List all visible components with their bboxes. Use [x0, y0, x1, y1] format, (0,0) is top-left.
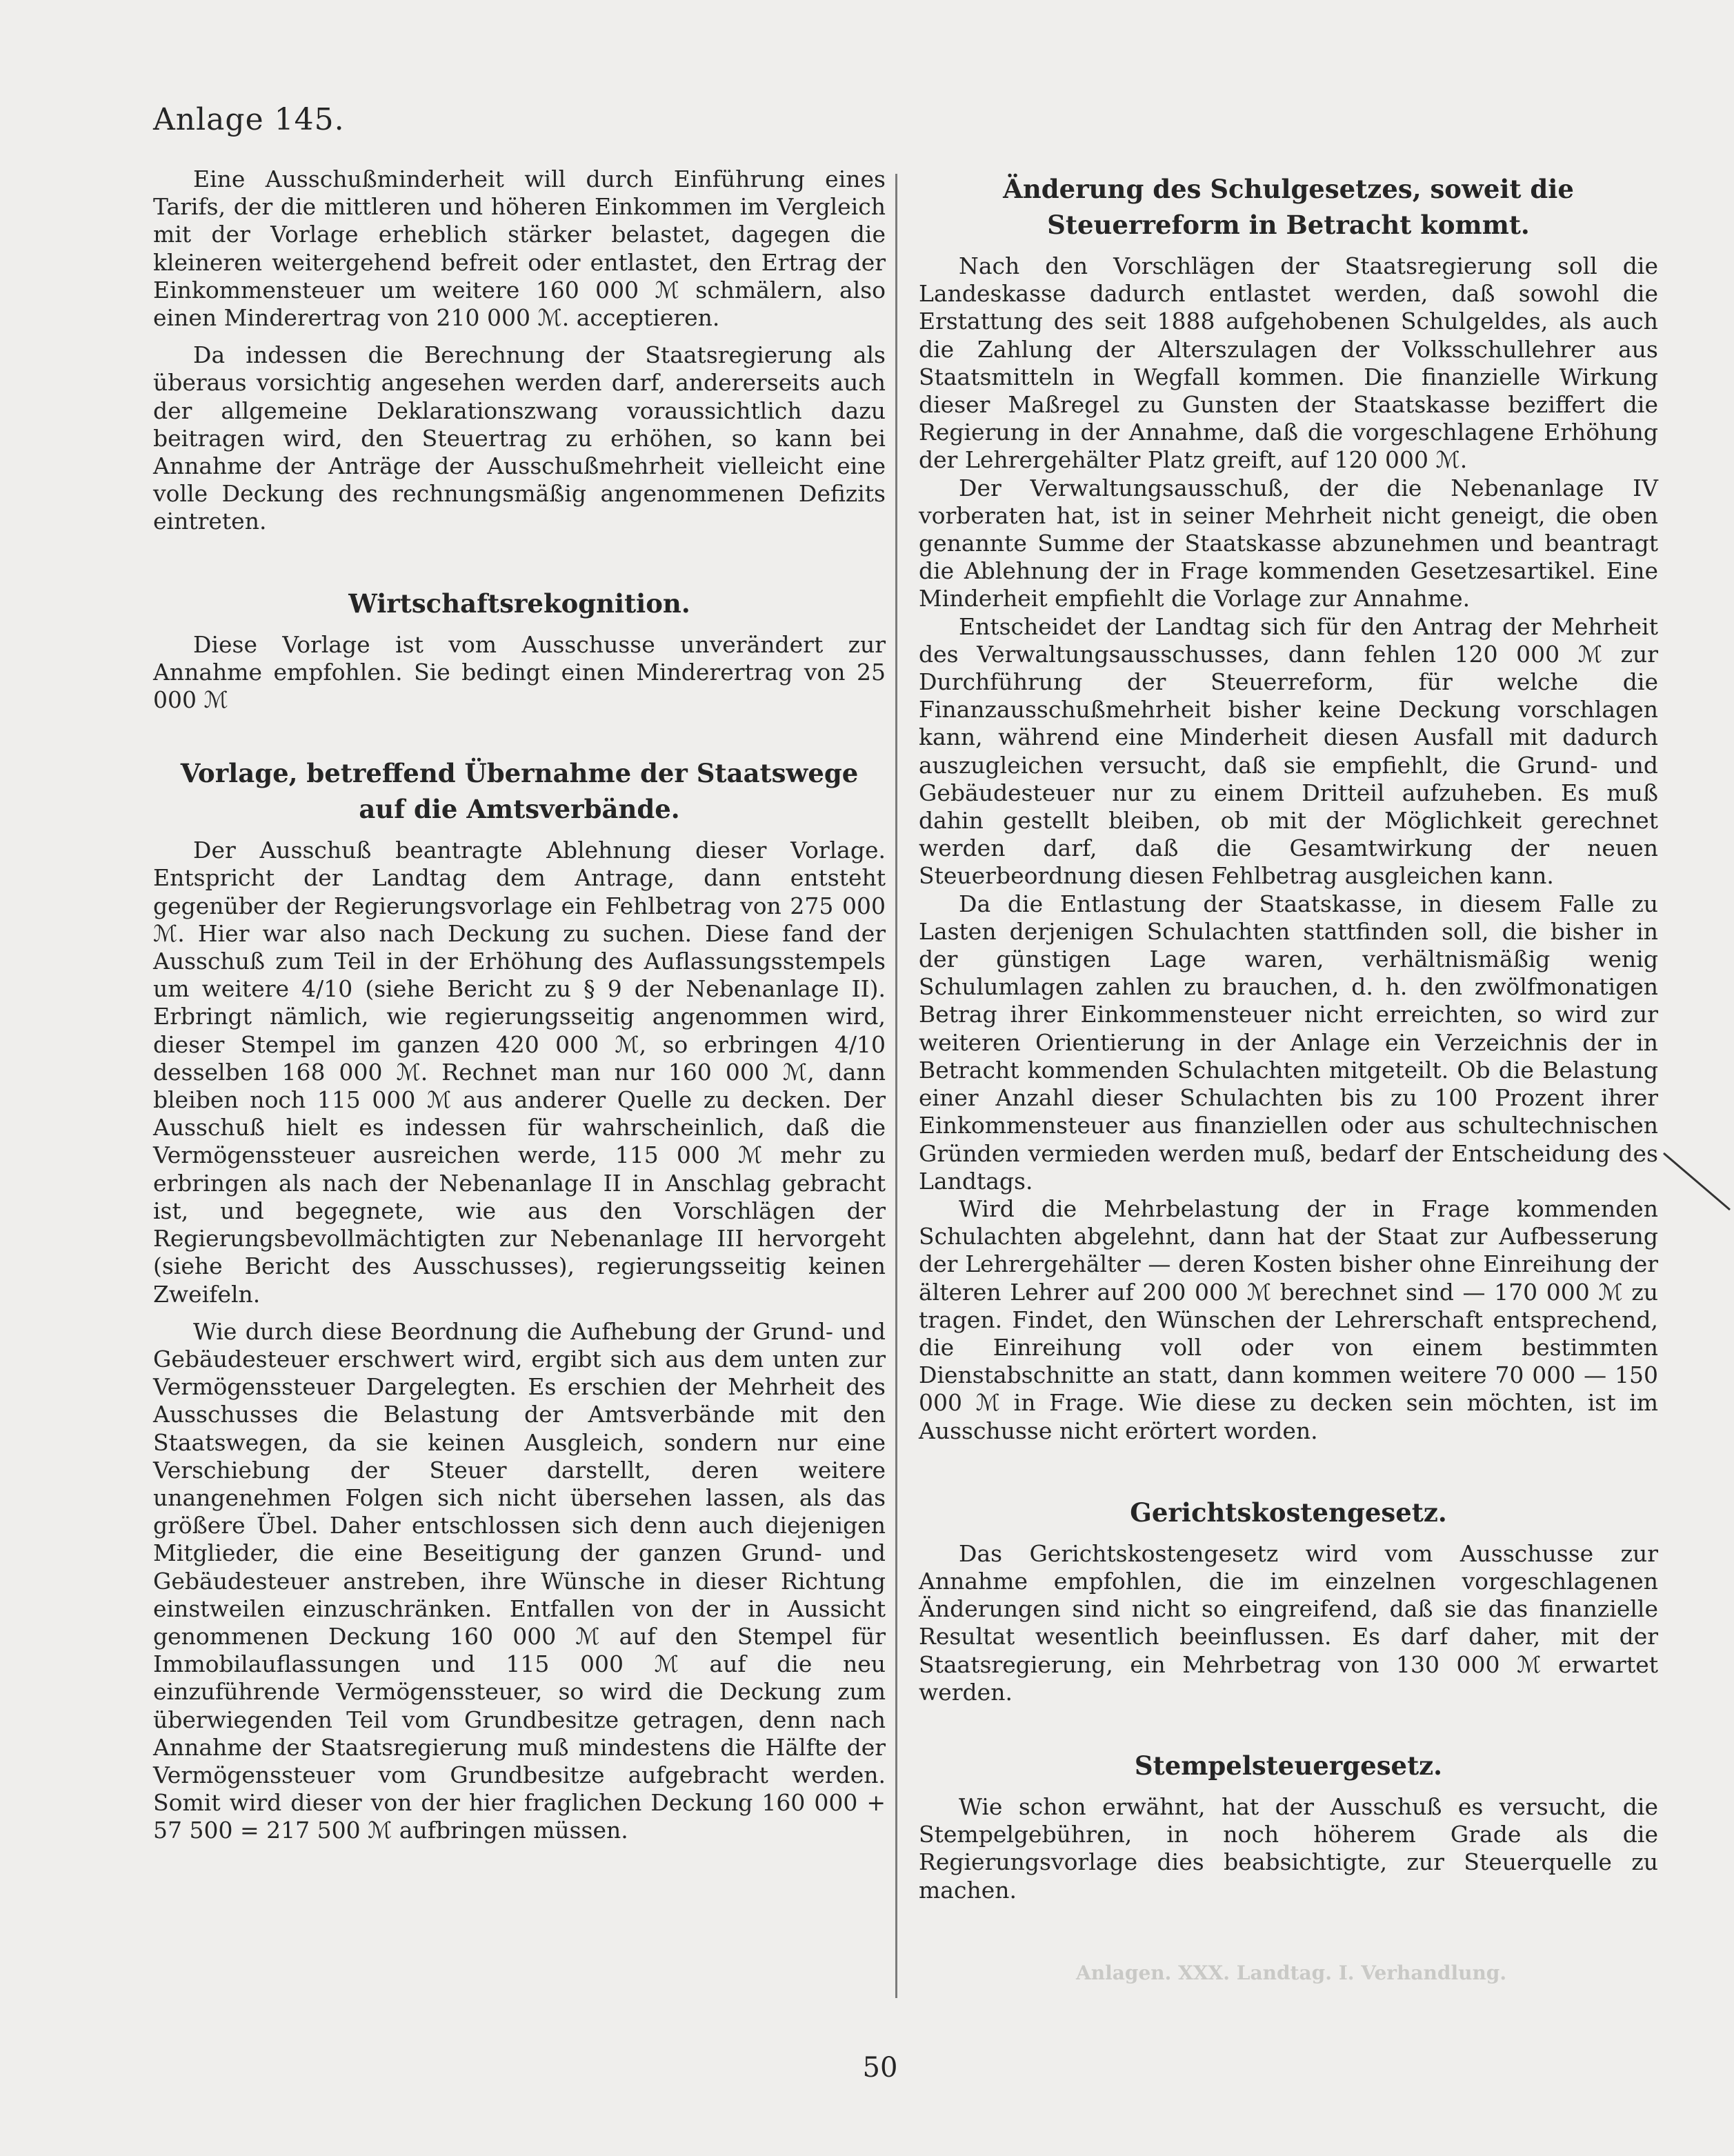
paragraph: Wie durch diese Beordnung die Aufhebung der Grund- und Gebäudesteuer erschwert wird, ergibt sich aus dem unten zur Vermögenssteuer Dargelegten. Es erschien der Mehrheit des Ausschusses die Belastung der Amtsverbände mit den Staatswegen, da sie keinen Ausgleich, sondern nur eine Verschiebung der Steuer darstellt, deren weitere unangenehmen Folgen sich nicht übersehen lassen, als das größere Übel. Daher entschlossen sich denn auch diejenigen Mitglieder, die eine Beseitigung der ganzen Grund- und Gebäudesteuer anstreben, ihre Wünsche in dieser Richtung einstweilen einzuschränken. Entfallen von der in Aussicht genommenen Deckung 160 000 ℳ auf den Stempel für Immobilauflassungen und 115 000 ℳ auf die neu einzuführende Vermögenssteuer, so wird die Deckung zum überwiegenden Teil vom Grundbesitze getragen, denn nach Annahme der Staatsregierung muß mindestens die Hälfte der Vermögenssteuer vom Grundbesitze aufgebracht werden. Somit wird dieser von der hier fraglichen Deckung 160 000 + 57 500 = 217 500 ℳ aufbringen müssen.: [153, 1317, 886, 1844]
section-heading: Vorlage, betreffend Übernahme der Staatswege auf die Amtsverbände.: [180, 758, 859, 825]
page-number: 50: [862, 2052, 898, 2084]
paragraph: Wird die Mehrbelastung der in Frage kommenden Schulachten abgelehnt, dann hat der Staat zur Aufbesserung der Lehrergehälter — deren Kosten bisher ohne Einreihung der älteren Lehrer auf 200 000 ℳ berechnet sind — 170 000 ℳ zu tragen. Findet, den Wünschen der Lehrerschaft entsprechend, die Einreihung voll oder von einem bestimmten Dienstabschnitte an statt, dann kommen weitere 70 000 — 150 000 ℳ in Frage. Wie diese zu decken sein möchten, ist im Ausschusse nicht erörtert worden.: [919, 1195, 1658, 1444]
paragraph: Der Verwaltungsausschuß, der die Nebenanlage IV vorberaten hat, ist in seiner Mehrheit nicht geneigt, die oben genannte Summe der Staatskasse abzunehmen und beantragt die Ablehnung der in Frage kommenden Gesetzesartikel. Eine Minderheit empfiehlt die Vorlage zur Annahme.: [919, 474, 1658, 612]
paragraph: Entscheidet der Landtag sich für den Antrag der Mehrheit des Verwaltungsausschusses, dann fehlen 120 000 ℳ zur Durchführung der Steuerreform, für welche die Finanzausschußmehrheit bisher keine Deckung vorschlagen kann, während eine Minderheit diesen Ausfall mit dadurch auszugleichen versucht, daß sie empfiehlt, die Grund- und Gebäudesteuer nur zu einem Dritteil aufzuheben. Es muß dahin gestellt bleiben, ob mit der Möglichkeit gerechnet werden darf, daß die Gesamtwirkung der neuen Steuerbeordnung diesen Fehlbetrag ausgleichen kann.: [919, 612, 1658, 890]
left-column: [153, 166, 886, 1845]
paragraph: Eine Ausschußminderheit will durch Einführung eines Tarifs, der die mittleren und höheren Einkommen im Vergleich mit der Vorlage erheblich stärker belastet, dagegen die kleineren weitergehend befreit oder entlastet, den Ertrag der Einkommensteuer um weitere 160 000 ℳ schmälern, also einen Minderertrag von 210 000 ℳ. acceptieren.: [153, 166, 886, 332]
section-heading: Änderung des Schulgesetzes, soweit die Steuerreform in Betracht kommt.: [1003, 174, 1574, 240]
section-heading: Wirtschaftsrekognition.: [348, 588, 690, 619]
margin-pen-stroke: [1662, 1150, 1731, 1212]
paragraph: Diese Vorlage ist vom Ausschusse unverändert zur Annahme empfohlen. Sie bedingt einen Minderertrag von 25 000 ℳ: [153, 630, 886, 714]
right-column: [919, 171, 1658, 1904]
paragraph: Wie schon erwähnt, hat der Ausschuß es versucht, die Stempelgebühren, in noch höherem Grade als die Regierungsvorlage dies beabsichtigte, zur Steuerquelle zu machen.: [919, 1793, 1658, 1904]
page-header: Anlage 145.: [153, 102, 345, 137]
paragraph: Da indessen die Berechnung der Staatsregierung als überaus vorsichtig angesehen werden darf, andererseits auch der allgemeine Deklarationszwang voraussichtlich dazu beitragen wird, den Steuertrag zu erhöhen, so kann bei Annahme der Anträge der Ausschußmehrheit vielleicht eine volle Deckung des rechnungsmäßig angenommenen Defizits eintreten.: [153, 341, 886, 535]
section-heading: Gerichtskostengesetz.: [1130, 1497, 1447, 1528]
bleed-through-text: Anlagen. XXX. Landtag. I. Verhandlung.: [1076, 1962, 1507, 1984]
paragraph: Das Gerichtskostengesetz wird vom Ausschusse zur Annahme empfohlen, die im einzelnen vorgeschlagenen Änderungen sind nicht so eingreifend, daß sie das finanzielle Resultat wesentlich beeinflussen. Es darf daher, mit der Staatsregierung, ein Mehrbetrag von 130 000 ℳ erwartet werden.: [919, 1539, 1658, 1706]
paragraph: Da die Entlastung der Staatskasse, in diesem Falle zu Lasten derjenigen Schulachten stattfinden soll, die bisher in der günstigen Lage waren, verhältnismäßig wenig Schulumlagen zahlen zu brauchen, d. h. den zwölfmonatigen Betrag ihrer Einkommensteuer nicht erreichten, so wird zur weiteren Orientierung in der Anlage ein Verzeichnis der in Betracht kommenden Schulachten mitgeteilt. Ob die Belastung einer Anzahl dieser Schulachten bis zu 100 Prozent ihrer Einkommensteuer aus finanziellen oder aus schultechnischen Gründen vermieden werden muß, bedarf der Entscheidung des Landtags.: [919, 890, 1658, 1195]
paragraph: Nach den Vorschlägen der Staatsregierung soll die Landeskasse dadurch entlastet werden, daß sowohl die Erstattung des seit 1888 aufgehobenen Schulgeldes, als auch die Zahlung der Alterszulagen der Volksschullehrer aus Staatsmitteln in Wegfall kommen. Die finanzielle Wirkung dieser Maßregel zu Gunsten der Staatskasse beziffert die Regierung in der Annahme, daß die vorgeschlagene Erhöhung der Lehrergehälter Platz greift, auf 120 000 ℳ.: [919, 252, 1658, 474]
column-divider: [895, 174, 897, 1998]
paragraph: Der Ausschuß beantragte Ablehnung dieser Vorlage. Entspricht der Landtag dem Antrage, dann entsteht gegenüber der Regierungsvorlage ein Fehlbetrag von 275 000 ℳ. Hier war also nach Deckung zu suchen. Diese fand der Ausschuß zum Teil in der Erhöhung des Auflassungsstempels um weitere 4/10 (siehe Bericht zu § 9 der Nebenanlage II). Erbringt nämlich, wie regierungsseitig angenommen wird, dieser Stempel im ganzen 420 000 ℳ, so erbringen 4/10 desselben 168 000 ℳ. Rechnet man nur 160 000 ℳ, dann bleiben noch 115 000 ℳ aus anderer Quelle zu decken. Der Ausschuß hielt es indessen für wahrscheinlich, daß die Vermögenssteuer ausreichen werde, 115 000 ℳ mehr zu erbringen als nach der Nebenanlage II in Anschlag gebracht ist, und begegnete, wie aus den Vorschlägen der Regierungsbevollmächtigten zur Nebenanlage III hervorgeht (siehe Bericht des Ausschusses), regierungsseitig keinen Zweifeln.: [153, 837, 886, 1308]
section-heading: Stempelsteuergesetz.: [1134, 1750, 1443, 1781]
